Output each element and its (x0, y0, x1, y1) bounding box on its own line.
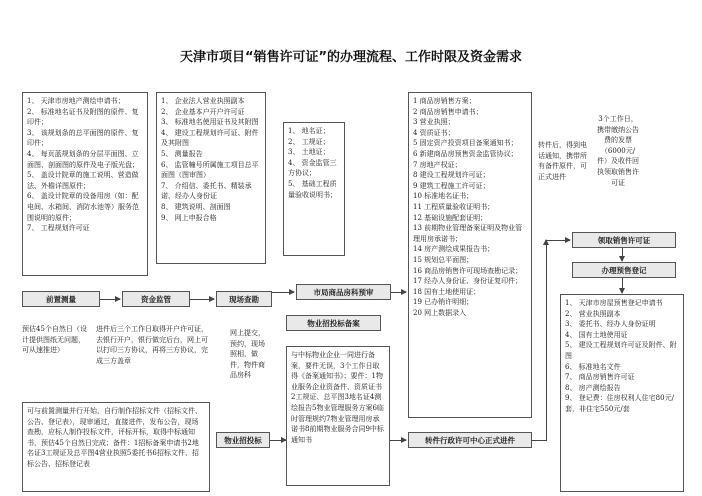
list-item: 9、 登记费：住房权利人住宅80元/套，非住宅550元/套 (565, 394, 674, 413)
list-item: 6、 标准地名文件 (565, 362, 621, 371)
arrow-presale-sales (391, 292, 406, 293)
list-item: 3、 土地证； (288, 148, 330, 157)
register-step: 办理预售登记 (572, 262, 676, 278)
list-item: 4、 每页蓝规划条的分层平面图、立面图、剖面图的原件及电子版光盘； (27, 149, 139, 169)
list-item: 1、 企业法人营业执照副本 (161, 97, 245, 105)
bid-filing-box (286, 346, 390, 486)
sales-materials-box (408, 92, 532, 418)
survey-note: 预估45个自然日（设计提供图纸无问题，可从速推进） (22, 325, 87, 355)
connector-transfer-up (546, 240, 547, 441)
arrow-to-receive (546, 240, 570, 241)
property-bid-filing-step: 物业招投标备案 (286, 315, 381, 331)
list-item: 12 基础设施配套证明； (413, 213, 488, 222)
list-item: 5 固定资产投资项目备案通知书； (413, 139, 518, 148)
bid-filing-text: 与中标物业企业一同进行备案，要件无误，3个工作日取得《备案通知书》；要件：1物业服务企业资备件、资质证书2工规证、总平图3地名证4测绘报告5物业管理服务方案6临时管理规约7物业管理用房承诺书8前期物业服务合同9中标通知书 (291, 351, 384, 444)
list-item: 5、 测量报告 (161, 149, 203, 158)
site-materials-list (288, 126, 340, 200)
arrow-site-presale (272, 292, 294, 293)
survey-materials-list (27, 96, 143, 234)
list-item: 13 前期物业管理备案证明及物业管理用房承诺书； (413, 224, 523, 243)
fund-materials-list (161, 96, 261, 223)
fund-step: 资金监管 (122, 291, 190, 307)
list-item: 7 房地产权证； (413, 160, 462, 169)
sales-materials-list (413, 96, 527, 318)
list-item: 2 商品房销售申请书； (413, 107, 483, 116)
bid-process-box (22, 402, 210, 492)
list-item: 3、 该规划条的总平面图的原件、复印件； (27, 128, 139, 148)
presale-step: 市局商品房科预审 (296, 284, 391, 300)
property-bid-step: 物业招投标 (216, 432, 270, 448)
list-item: 1 商品房销售方案； (413, 97, 476, 105)
registration-box (560, 294, 684, 492)
list-item: 3、 委托书、经办人身份证明 (565, 320, 656, 329)
list-item: 15 规划总平面图； (413, 255, 474, 264)
list-item: 3 营业执照； (413, 118, 455, 127)
list-item: 18 国有土地使用证； (413, 287, 481, 296)
list-item: 16 商品房销售许可现场查勘记录； (413, 266, 523, 275)
site-step: 现场查勘 (216, 291, 272, 307)
list-item: 5、 盖设计院章的施工说明、营造做法、外檐详图原件； (27, 171, 139, 190)
list-item: 1、 天津市房屋预售登记申请书 (565, 299, 663, 307)
fund-materials-box (156, 92, 266, 264)
fund-note: 进件后三个工作日取得开户许可证，去银行开户，银行做完后台，网上可以打印三方协议，再将三方协议，完成三方盖章 (96, 325, 208, 365)
registration-list (565, 298, 679, 415)
transfer-note: 转件后，得到电话通知，携带所有备件原件，可正式进件 (538, 141, 587, 181)
arrow-fund-site (190, 299, 214, 300)
list-item: 5、 建设工程规划许可证及附件、附图 (565, 341, 677, 360)
list-item: 1、 地名证； (288, 127, 330, 135)
list-item: 6、 盖设计院章的设备用房（如：配电间、水箱间、消防水池等）服务范围说明的原件； (27, 192, 139, 222)
list-item: 1、 天津市房地产测绘申请书； (27, 97, 125, 105)
list-item: 14 房产测绘成果报告书； (413, 245, 495, 254)
page-title: 天津市项目“销售许可证”的办理流程、工作时限及资金需求 (179, 50, 523, 65)
list-item: 2、 企业基本户开户许可证 (161, 107, 245, 116)
survey-materials-box (22, 92, 148, 276)
list-item: 8、 房产测绘报告 (565, 383, 621, 392)
transfer-step: 转件行政许可中心正式进件 (408, 432, 532, 448)
receive-license-step: 领取销售许可证 (572, 232, 676, 248)
arrow-survey-fund (100, 299, 120, 300)
list-item: 8 建设工程规划许可证； (413, 171, 490, 180)
list-item: 6 新建商品房预售资金监管协议； (413, 149, 518, 158)
fee-note: 3个工作日，携带缴纳公告费的发票（6000元/件）及收件回执领取销售许可证 (597, 115, 639, 187)
list-item: 20 网上数据录入 (413, 308, 467, 317)
list-item: 4、 资金监管三方协议； (288, 158, 337, 178)
list-item: 2、 标准地名证书及附图的原件、复印件； (27, 107, 139, 127)
list-item: 8、 建筑说明、剖面图 (161, 202, 231, 211)
site-materials-box (283, 122, 345, 256)
connector-transfer-right (532, 440, 546, 441)
list-item: 9、 网上申报合格 (161, 213, 217, 222)
list-item: 4、 国有土地使用证 (565, 330, 628, 339)
list-item: 17 经办人身份证、身份证复印件； (413, 277, 523, 286)
list-item: 2、 工规证； (288, 137, 330, 146)
arrow-receive-register (622, 248, 623, 261)
list-item: 19 已办销许明细； (413, 298, 474, 307)
site-note: 网上提交，预约，现场照相，做件，物件商品房科 (230, 329, 265, 380)
list-item: 9 建筑工程施工许可证； (413, 181, 490, 190)
list-item: 11 工程质量验收证明书； (413, 202, 495, 211)
list-item: 7、 商品房销售许可证 (565, 373, 635, 382)
list-item: 4、 建设工程规划许可证、附件及其附图 (161, 128, 259, 148)
list-item: 6、 监管幢号所属施工项目总平面图（图审图） (161, 160, 259, 180)
bid-process-text: 可与前置测量并行开始，自行制作招标文件（招标文件、公告、登记表），现审通过，直接进件，发布公告，现场查勘，应标人制作投标文件，评标开标，取得中标通知书，预估45个自然日完成；备件：1招标备案申请书2地名证3工规证及总平图4营业执照5委托书6招标文件、招标公告、招标登记表 (27, 407, 202, 468)
list-item: 10 标准地名证书； (413, 192, 474, 201)
list-item: 3、 标准地名使用证书及其附图 (161, 118, 259, 127)
list-item: 7、 工程规划许可证 (27, 224, 90, 233)
arrow-filing-transfer (390, 440, 406, 441)
survey-step: 前置测量 (22, 291, 100, 307)
arrow-register-list (622, 278, 623, 293)
list-item: 5、 基础工程质量验收说明书； (288, 179, 337, 199)
arrow-bid-filing (270, 440, 286, 441)
list-item: 2、 营业执照副本 (565, 309, 621, 318)
list-item: 4 资质证书； (413, 128, 455, 137)
list-item: 7、 介绍信、委托书、精装承诺、经办人身份证 (161, 181, 252, 201)
